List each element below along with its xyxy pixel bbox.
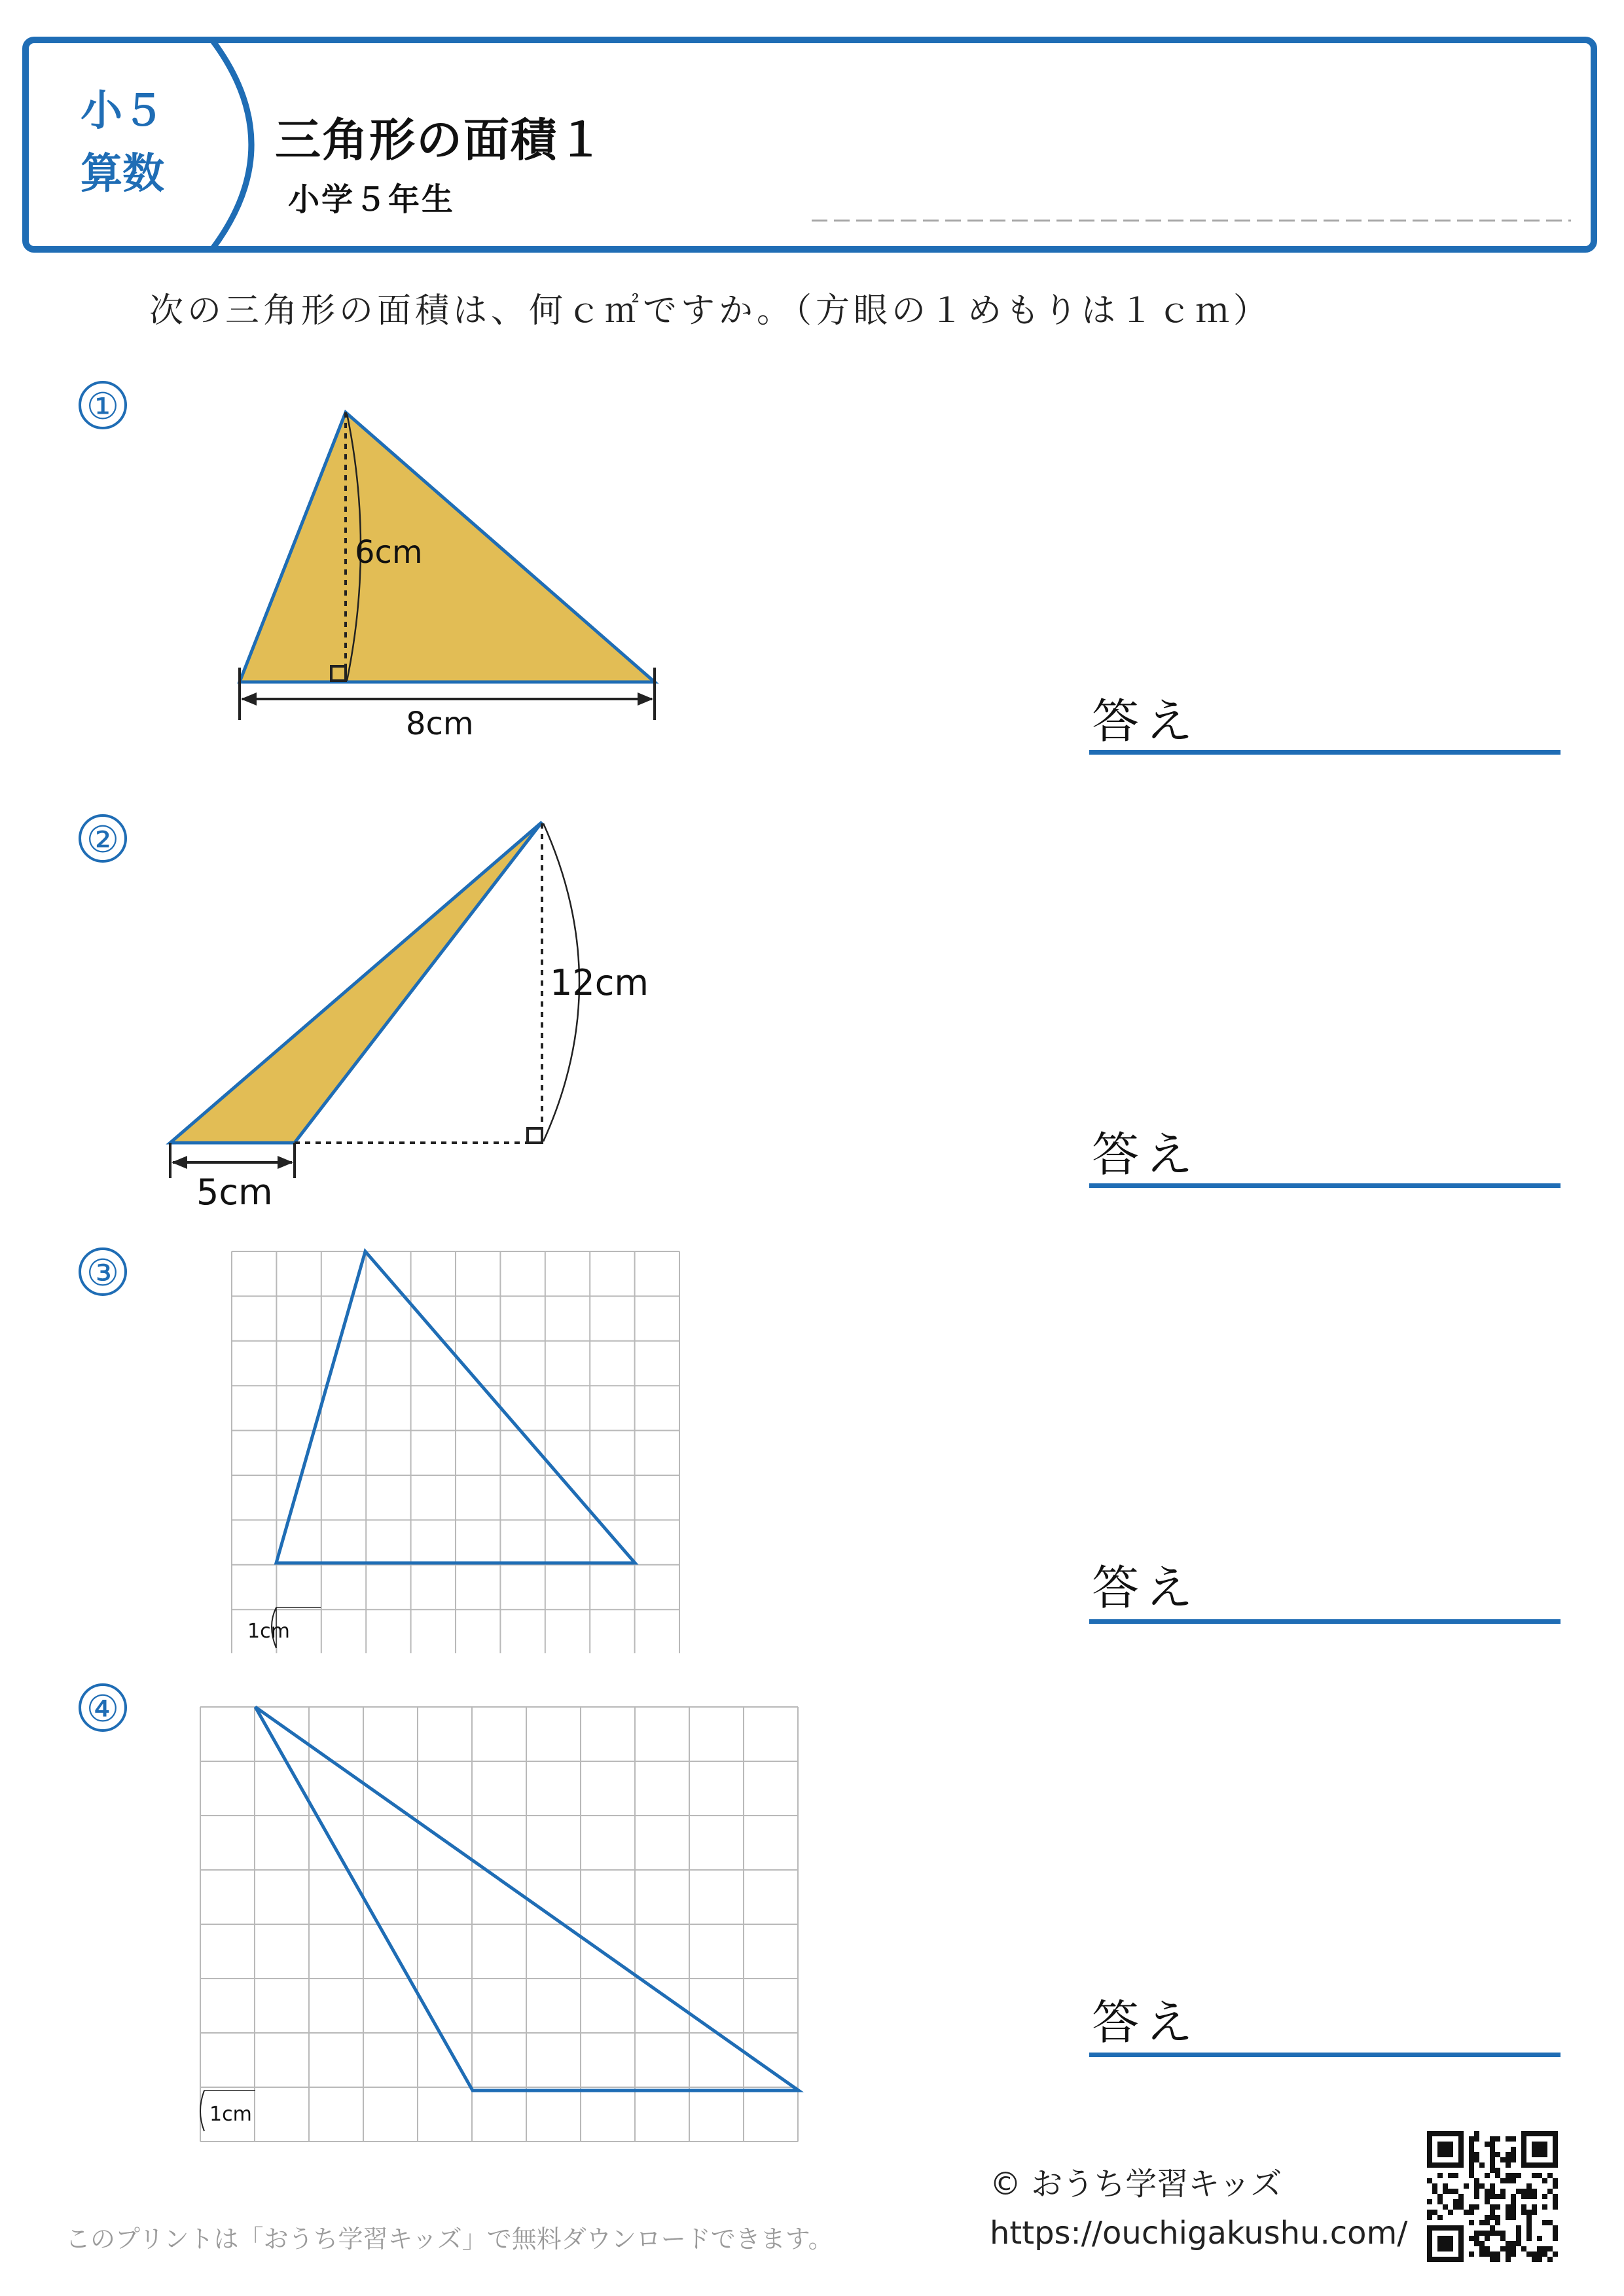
instruction-text: 次の三角形の面積は、何ｃ㎡ですか。（方眼の１めもりは１ｃｍ） [149,291,1272,331]
qr-code-icon[interactable] [1427,2131,1558,2262]
grade-label: 小５ [81,87,164,135]
question-number-2: ② [79,814,127,863]
answer-line-1[interactable] [1089,750,1561,755]
height-label-1: 6cm [355,534,423,571]
answer-line-3[interactable] [1089,1619,1561,1624]
answer-line-4[interactable] [1089,2053,1561,2057]
question-number-3: ③ [79,1247,127,1296]
height-label-2: 12cm [550,962,649,1003]
footer-note: このプリントは「おうち学習キッズ」で無料ダウンロードできます。 [65,2225,833,2253]
base-label-1: 8cm [406,706,474,742]
grid-unit-label-4: 1cm [209,2103,252,2126]
subject-label: 算数 [81,150,164,198]
grid-3 [232,1251,679,1653]
triangle-figure-1 [223,393,681,759]
grid-unit-label-3: 1cm [247,1620,290,1643]
question-number-1: ① [79,381,127,429]
site-url-link[interactable]: https://ouchigakushu.com/ [990,2215,1408,2251]
question-number-4: ④ [79,1683,127,1732]
triangle-figure-2 [157,812,694,1230]
answer-label-4: 答え [1092,1995,1200,2050]
grid-figure-4 [196,1702,812,2147]
answer-label-3: 答え [1092,1560,1200,1615]
name-dashed-line [812,217,1571,224]
worksheet-subtitle: 小学５年生 [288,181,456,218]
worksheet-title: 三角形の面積１ [275,113,605,167]
base-label-2: 5cm [196,1172,273,1213]
grid-figure-3 [229,1247,687,1653]
answer-line-2[interactable] [1089,1183,1561,1188]
grid-4 [200,1707,798,2142]
copyright-text: © おうち学習キッズ [990,2166,1282,2202]
answer-label-2: 答え [1092,1127,1200,1182]
answer-label-1: 答え [1092,694,1200,749]
